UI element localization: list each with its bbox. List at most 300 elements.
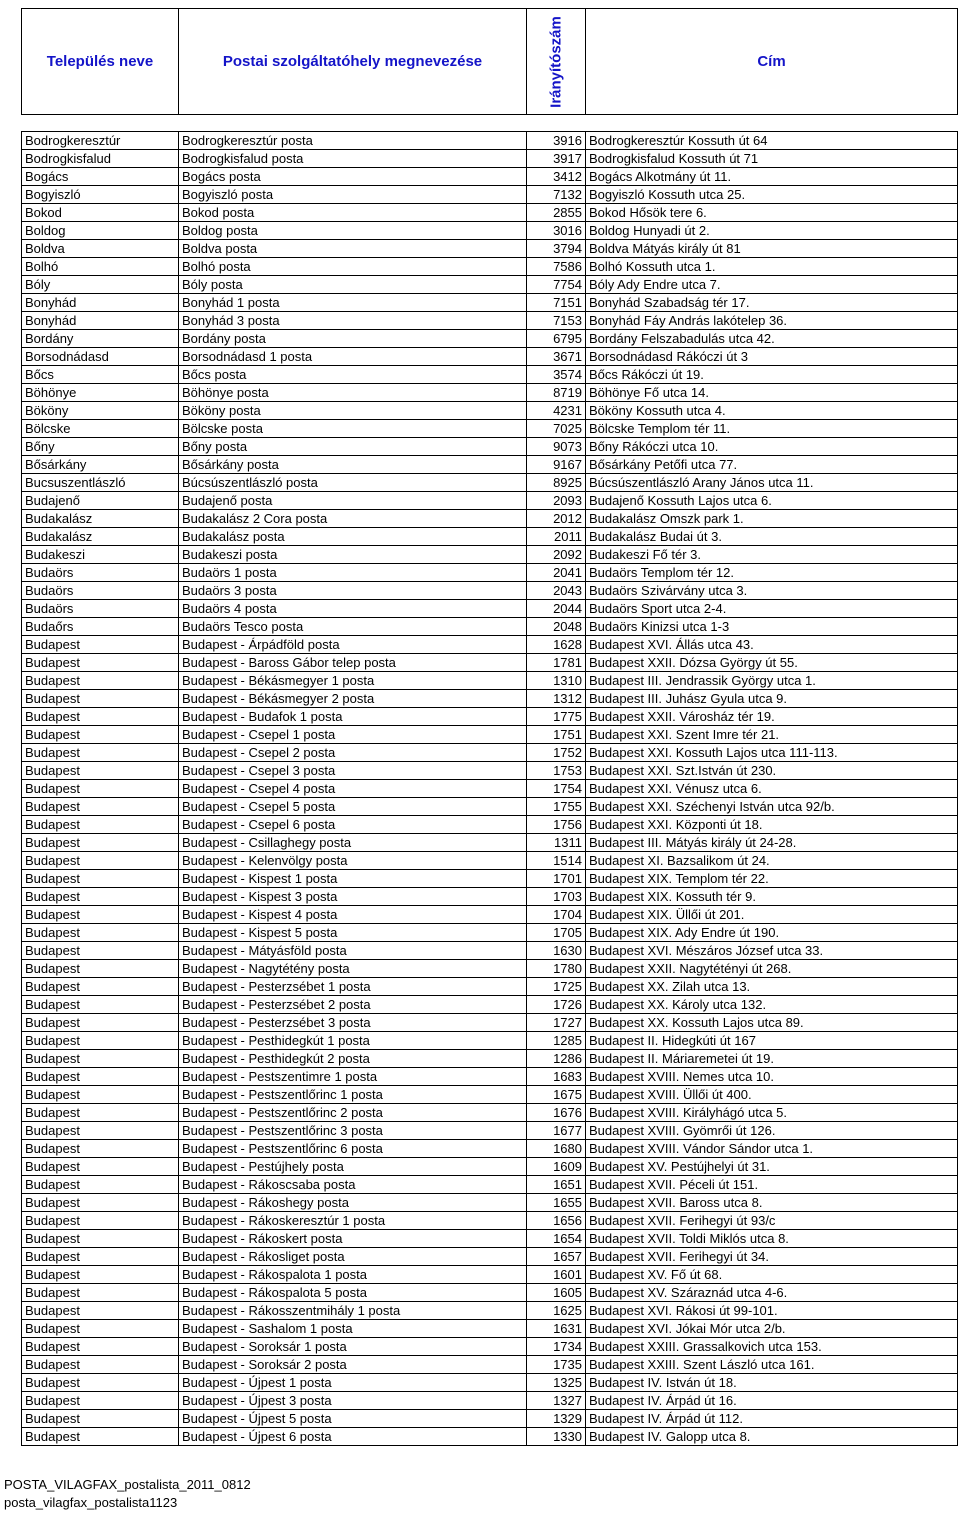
cell-office-name: Budapest - Rákoshegy posta [179,1194,527,1212]
cell-address: Budapest XX. Károly utca 132. [586,996,958,1014]
cell-address: Budaörs Templom tér 12. [586,564,958,582]
cell-settlement: Budapest [22,708,179,726]
cell-zip: 1656 [527,1212,586,1230]
cell-settlement: Budapest [22,1320,179,1338]
cell-settlement: Bodrogkeresztúr [22,132,179,150]
cell-zip: 3574 [527,366,586,384]
cell-zip: 1701 [527,870,586,888]
cell-zip: 1751 [527,726,586,744]
cell-settlement: Budapest [22,1428,179,1446]
cell-zip: 7151 [527,294,586,312]
cell-address: Budapest IV. István út 18. [586,1374,958,1392]
cell-office-name: Budajenő posta [179,492,527,510]
cell-settlement: Budapest [22,1212,179,1230]
cell-office-name: Bogyiszló posta [179,186,527,204]
cell-address: Budapest XXI. Központi út 18. [586,816,958,834]
cell-settlement: Budapest [22,996,179,1014]
cell-zip: 1704 [527,906,586,924]
cell-settlement: Budapest [22,726,179,744]
cell-address: Bonyhád Fáy András lakótelep 36. [586,312,958,330]
cell-zip: 1775 [527,708,586,726]
cell-office-name: Budapest - Pesterzsébet 2 posta [179,996,527,1014]
cell-zip: 3916 [527,132,586,150]
cell-zip: 3917 [527,150,586,168]
table-row [22,366,958,384]
cell-address: Budapest II. Hidegkúti út 167 [586,1032,958,1050]
cell-zip: 1312 [527,690,586,708]
cell-office-name: Budapest - Soroksár 1 posta [179,1338,527,1356]
cell-address: Budapest XV. Száraznád utca 4-6. [586,1284,958,1302]
cell-address: Budapest XVII. Toldi Miklós utca 8. [586,1230,958,1248]
cell-office-name: Budapest - Pestszentlőrinc 1 posta [179,1086,527,1104]
cell-zip: 1514 [527,852,586,870]
cell-zip: 2092 [527,546,586,564]
cell-office-name: Budapest - Rákoskeresztúr 1 posta [179,1212,527,1230]
cell-settlement: Budapest [22,1302,179,1320]
cell-settlement: Budapest [22,1338,179,1356]
table-row [22,1212,958,1230]
cell-settlement: Budapest [22,1032,179,1050]
table-row [22,1248,958,1266]
cell-settlement: Budapest [22,852,179,870]
table-row [22,474,958,492]
table-row [22,276,958,294]
cell-settlement: Budaörs [22,600,179,618]
cell-office-name: Boldva posta [179,240,527,258]
cell-office-name: Budapest - Pesthidegkút 1 posta [179,1032,527,1050]
cell-settlement: Budapest [22,1194,179,1212]
cell-office-name: Budapest - Rákosszentmihály 1 posta [179,1302,527,1320]
cell-address: Budapest XXII. Városház tér 19. [586,708,958,726]
cell-office-name: Budapest - Csepel 1 posta [179,726,527,744]
cell-settlement: Bóly [22,276,179,294]
cell-office-name: Budapest - Csepel 5 posta [179,798,527,816]
cell-address: Bogács Alkotmány út 11. [586,168,958,186]
cell-address: Bősárkány Petőfi utca 77. [586,456,958,474]
cell-address: Budapest XVII. Ferihegyi út 93/c [586,1212,958,1230]
cell-office-name: Budapest - Csepel 4 posta [179,780,527,798]
table-row [22,1068,958,1086]
cell-address: Budapest XXI. Kossuth Lajos utca 111-113. [586,744,958,762]
cell-settlement: Boldog [22,222,179,240]
cell-zip: 7153 [527,312,586,330]
table-row [22,186,958,204]
cell-office-name: Budapest - Árpádföld posta [179,636,527,654]
cell-office-name: Budapest - Rákoskert posta [179,1230,527,1248]
cell-zip: 7132 [527,186,586,204]
cell-address: Budapest XI. Bazsalikom út 24. [586,852,958,870]
cell-office-name: Budapest - Békásmegyer 2 posta [179,690,527,708]
cell-address: Budapest IV. Árpád út 112. [586,1410,958,1428]
table-row [22,690,958,708]
cell-settlement: Budapest [22,690,179,708]
cell-settlement: Budapest [22,672,179,690]
cell-zip: 1780 [527,960,586,978]
cell-zip: 1327 [527,1392,586,1410]
cell-zip: 6795 [527,330,586,348]
cell-zip: 1651 [527,1176,586,1194]
cell-settlement: Budapest [22,1140,179,1158]
cell-address: Budaörs Sport utca 2-4. [586,600,958,618]
cell-settlement: Bőcs [22,366,179,384]
cell-address: Borsodnádasd Rákóczi út 3 [586,348,958,366]
cell-address: Bordány Felszabadulás utca 42. [586,330,958,348]
table-row [22,834,958,852]
cell-address: Budapest XXIII. Grassalkovich utca 153. [586,1338,958,1356]
cell-settlement: Budapest [22,924,179,942]
table-row [22,1320,958,1338]
table-row [22,618,958,636]
cell-address: Budapest XX. Zilah utca 13. [586,978,958,996]
cell-address: Budapest XV. Pestújhelyi út 31. [586,1158,958,1176]
cell-office-name: Budakeszi posta [179,546,527,564]
cell-zip: 1726 [527,996,586,1014]
table-row [22,636,958,654]
cell-address: Budapest XVII. Baross utca 8. [586,1194,958,1212]
table-header [22,9,958,115]
cell-office-name: Budapest - Kispest 1 posta [179,870,527,888]
cell-zip: 1330 [527,1428,586,1446]
cell-zip: 4231 [527,402,586,420]
cell-settlement: Budapest [22,1248,179,1266]
table-row [22,1410,958,1428]
cell-address: Boldog Hunyadi út 2. [586,222,958,240]
cell-address: Budakalász Omszk park 1. [586,510,958,528]
cell-settlement: Budapest [22,1014,179,1032]
cell-office-name: Budapest - Újpest 3 posta [179,1392,527,1410]
cell-zip: 1286 [527,1050,586,1068]
cell-settlement: Budapest [22,1086,179,1104]
cell-address: Budapest XX. Kossuth Lajos utca 89. [586,1014,958,1032]
cell-zip: 1631 [527,1320,586,1338]
table-row [22,420,958,438]
cell-address: Budapest XVIII. Vándor Sándor utca 1. [586,1140,958,1158]
cell-address: Bóly Ady Endre utca 7. [586,276,958,294]
cell-office-name: Bolhó posta [179,258,527,276]
cell-office-name: Budapest - Pestszentimre 1 posta [179,1068,527,1086]
table-row [22,492,958,510]
cell-office-name: Budaörs Tesco posta [179,618,527,636]
table-row [22,726,958,744]
cell-address: Bodrogkisfalud Kossuth út 71 [586,150,958,168]
cell-zip: 1752 [527,744,586,762]
table-row [22,438,958,456]
cell-settlement: Budakalász [22,510,179,528]
cell-office-name: Budapest - Csepel 6 posta [179,816,527,834]
cell-settlement: Bogyiszló [22,186,179,204]
cell-address: Budapest XXI. Széchenyi István utca 92/b. [586,798,958,816]
table-row [22,1104,958,1122]
header-address: Cím [586,9,958,115]
table-row [22,906,958,924]
cell-settlement: Budakeszi [22,546,179,564]
table-row [22,780,958,798]
cell-office-name: Boldog posta [179,222,527,240]
cell-office-name: Budapest - Pesterzsébet 1 posta [179,978,527,996]
cell-address: Budapest XV. Fő út 68. [586,1266,958,1284]
cell-zip: 1605 [527,1284,586,1302]
cell-address: Budapest IV. Árpád út 16. [586,1392,958,1410]
table-row [22,888,958,906]
table-row [22,1392,958,1410]
cell-settlement: Bőny [22,438,179,456]
cell-address: Budapest XVI. Állás utca 43. [586,636,958,654]
cell-address: Bogyiszló Kossuth utca 25. [586,186,958,204]
table-row [22,672,958,690]
cell-settlement: Budapest [22,942,179,960]
cell-settlement: Bordány [22,330,179,348]
cell-settlement: Budakalász [22,528,179,546]
cell-zip: 1756 [527,816,586,834]
cell-address: Bőcs Rákóczi út 19. [586,366,958,384]
post-office-table [21,8,958,1446]
table-row [22,132,958,150]
cell-address: Budapest XVII. Ferihegyi út 34. [586,1248,958,1266]
cell-address: Bolhó Kossuth utca 1. [586,258,958,276]
table-row [22,1032,958,1050]
cell-zip: 1655 [527,1194,586,1212]
cell-office-name: Budapest - Kispest 4 posta [179,906,527,924]
cell-office-name: Budapest - Pesterzsébet 3 posta [179,1014,527,1032]
cell-settlement: Budaőrs [22,618,179,636]
page-footer [4,1476,251,1512]
cell-office-name: Budapest - Baross Gábor telep posta [179,654,527,672]
cell-office-name: Budapest - Újpest 6 posta [179,1428,527,1446]
cell-settlement: Budapest [22,888,179,906]
table-row [22,870,958,888]
cell-office-name: Borsodnádasd 1 posta [179,348,527,366]
cell-zip: 1311 [527,834,586,852]
cell-office-name: Budaörs 1 posta [179,564,527,582]
cell-address: Budajenő Kossuth Lajos utca 6. [586,492,958,510]
cell-zip: 2043 [527,582,586,600]
cell-address: Budapest II. Máriaremetei út 19. [586,1050,958,1068]
cell-zip: 1727 [527,1014,586,1032]
cell-address: Budapest XVI. Rákosi út 99-101. [586,1302,958,1320]
cell-zip: 1703 [527,888,586,906]
cell-settlement: Budapest [22,780,179,798]
cell-zip: 3412 [527,168,586,186]
cell-settlement: Budapest [22,1176,179,1194]
cell-address: Budakalász Budai út 3. [586,528,958,546]
table-row [22,582,958,600]
cell-address: Budapest XXII. Dózsa György út 55. [586,654,958,672]
cell-zip: 9167 [527,456,586,474]
cell-office-name: Bodrogkisfalud posta [179,150,527,168]
table-row [22,978,958,996]
cell-office-name: Budaörs 3 posta [179,582,527,600]
table-row [22,1050,958,1068]
cell-zip: 1680 [527,1140,586,1158]
cell-office-name: Budapest - Budafok 1 posta [179,708,527,726]
cell-zip: 1325 [527,1374,586,1392]
table-row [22,1266,958,1284]
cell-zip: 1676 [527,1104,586,1122]
table-row [22,1158,958,1176]
cell-address: Bököny Kossuth utca 4. [586,402,958,420]
table-row [22,384,958,402]
cell-zip: 2012 [527,510,586,528]
table-row [22,1230,958,1248]
table-row [22,348,958,366]
cell-address: Búcsúszentlászló Arany János utca 11. [586,474,958,492]
cell-zip: 2855 [527,204,586,222]
cell-zip: 1781 [527,654,586,672]
cell-office-name: Budapest - Pestszentlőrinc 2 posta [179,1104,527,1122]
cell-address: Budapest XIX. Kossuth tér 9. [586,888,958,906]
table-row [22,960,958,978]
cell-zip: 3671 [527,348,586,366]
cell-settlement: Budapest [22,870,179,888]
cell-zip: 1675 [527,1086,586,1104]
cell-zip: 9073 [527,438,586,456]
cell-address: Budapest XXIII. Szent László utca 161. [586,1356,958,1374]
cell-zip: 2011 [527,528,586,546]
cell-office-name: Bősárkány posta [179,456,527,474]
footer-line-1: POSTA_VILAGFAX_postalista_2011_0812 [4,1477,251,1492]
cell-office-name: Budapest - Soroksár 2 posta [179,1356,527,1374]
cell-zip: 1630 [527,942,586,960]
post-office-table-sheet [21,8,957,1446]
cell-office-name: Bokod posta [179,204,527,222]
cell-zip: 7754 [527,276,586,294]
cell-office-name: Budapest - Pestszentlőrinc 3 posta [179,1122,527,1140]
cell-office-name: Budapest - Kispest 5 posta [179,924,527,942]
table-row [22,222,958,240]
cell-zip: 2041 [527,564,586,582]
cell-settlement: Budapest [22,744,179,762]
cell-settlement: Bokod [22,204,179,222]
cell-address: Budapest IV. Galopp utca 8. [586,1428,958,1446]
table-row [22,312,958,330]
table-row [22,1122,958,1140]
cell-zip: 8925 [527,474,586,492]
cell-zip: 1725 [527,978,586,996]
cell-office-name: Böhönye posta [179,384,527,402]
table-row [22,1014,958,1032]
cell-zip: 1609 [527,1158,586,1176]
cell-address: Bölcske Templom tér 11. [586,420,958,438]
cell-settlement: Bonyhád [22,312,179,330]
cell-office-name: Budapest - Békásmegyer 1 posta [179,672,527,690]
cell-office-name: Budapest - Kelenvölgy posta [179,852,527,870]
cell-settlement: Budapest [22,762,179,780]
cell-address: Bőny Rákóczi utca 10. [586,438,958,456]
cell-settlement: Budapest [22,906,179,924]
cell-address: Budapest XXI. Szent Imre tér 21. [586,726,958,744]
cell-office-name: Budaörs 4 posta [179,600,527,618]
cell-zip: 1754 [527,780,586,798]
cell-address: Budapest III. Mátyás király út 24-28. [586,834,958,852]
cell-address: Bodrogkeresztúr Kossuth út 64 [586,132,958,150]
cell-office-name: Bodrogkeresztúr posta [179,132,527,150]
table-row [22,996,958,1014]
cell-settlement: Bököny [22,402,179,420]
cell-office-name: Budapest - Csepel 3 posta [179,762,527,780]
table-row [22,942,958,960]
cell-office-name: Budapest - Újpest 1 posta [179,1374,527,1392]
cell-office-name: Budapest - Pestszentlőrinc 6 posta [179,1140,527,1158]
header-zip-label: Irányítószám [547,15,565,108]
table-row [22,528,958,546]
table-row [22,1374,958,1392]
cell-settlement: Bucsuszentlászló [22,474,179,492]
cell-zip: 7025 [527,420,586,438]
table-row [22,798,958,816]
cell-office-name: Budapest - Rákoscsaba posta [179,1176,527,1194]
cell-address: Budaörs Szivárvány utca 3. [586,582,958,600]
cell-address: Böhönye Fő utca 14. [586,384,958,402]
cell-office-name: Budakalász 2 Cora posta [179,510,527,528]
cell-settlement: Budaörs [22,582,179,600]
cell-address: Budapest XXI. Vénusz utca 6. [586,780,958,798]
cell-zip: 3016 [527,222,586,240]
cell-settlement: Budapest [22,960,179,978]
cell-office-name: Bőcs posta [179,366,527,384]
cell-zip: 2048 [527,618,586,636]
cell-office-name: Bonyhád 1 posta [179,294,527,312]
table-row [22,1428,958,1446]
table-row [22,744,958,762]
cell-address: Budapest XVI. Mészáros József utca 33. [586,942,958,960]
cell-address: Budapest XIX. Üllői út 201. [586,906,958,924]
cell-address: Budakeszi Fő tér 3. [586,546,958,564]
cell-zip: 1735 [527,1356,586,1374]
cell-office-name: Bonyhád 3 posta [179,312,527,330]
table-row [22,510,958,528]
cell-zip: 1677 [527,1122,586,1140]
cell-address: Bokod Hősök tere 6. [586,204,958,222]
cell-settlement: Bogács [22,168,179,186]
cell-zip: 7586 [527,258,586,276]
cell-office-name: Bogács posta [179,168,527,186]
cell-address: Budapest XVIII. Királyhágó utca 5. [586,1104,958,1122]
table-row [22,1284,958,1302]
cell-settlement: Budapest [22,1374,179,1392]
table-row [22,654,958,672]
table-row [22,240,958,258]
table-row [22,402,958,420]
cell-address: Budaörs Kinizsi utca 1-3 [586,618,958,636]
cell-address: Budapest XIX. Ady Endre út 190. [586,924,958,942]
cell-address: Budapest III. Jendrassik György utca 1. [586,672,958,690]
cell-zip: 1628 [527,636,586,654]
table-row [22,168,958,186]
cell-address: Boldva Mátyás király út 81 [586,240,958,258]
cell-address: Budapest XIX. Templom tér 22. [586,870,958,888]
cell-address: Bonyhád Szabadság tér 17. [586,294,958,312]
cell-settlement: Budapest [22,1284,179,1302]
cell-settlement: Budapest [22,816,179,834]
cell-settlement: Boldva [22,240,179,258]
table-row [22,762,958,780]
cell-zip: 1734 [527,1338,586,1356]
cell-settlement: Budajenő [22,492,179,510]
cell-office-name: Budapest - Rákospalota 1 posta [179,1266,527,1284]
cell-office-name: Budapest - Csepel 2 posta [179,744,527,762]
cell-office-name: Búcsúszentlászló posta [179,474,527,492]
table-row [22,924,958,942]
cell-office-name: Budapest - Rákospalota 5 posta [179,1284,527,1302]
table-row [22,852,958,870]
cell-settlement: Budapest [22,1104,179,1122]
cell-office-name: Budapest - Pestújhely posta [179,1158,527,1176]
cell-office-name: Bőny posta [179,438,527,456]
cell-settlement: Budapest [22,1068,179,1086]
table-row [22,600,958,618]
table-row [22,1194,958,1212]
table-row [22,330,958,348]
